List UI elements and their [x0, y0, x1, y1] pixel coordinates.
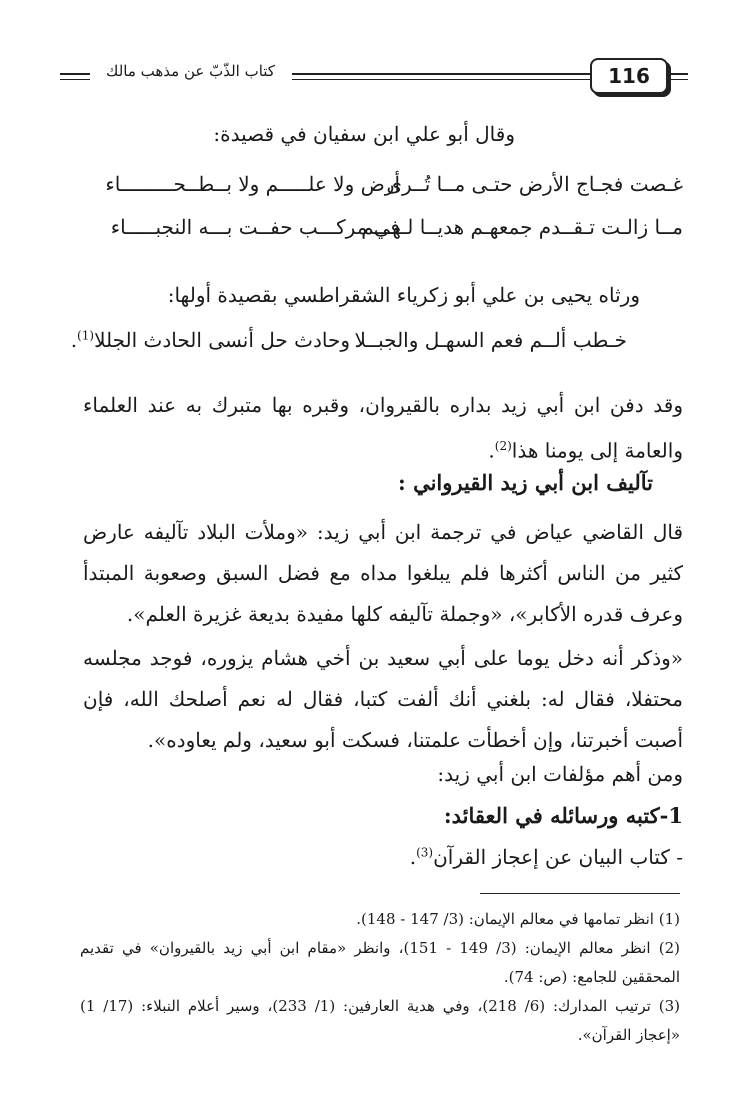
footnote-text: انظر تمامها في معالم الإيمان: (3/ 147 - 148). — [356, 910, 654, 928]
footnote-number: (1) — [658, 910, 680, 928]
footnote-text: انظر معالم الإيمان: (3/ 149 - 151)، وانظر «مقام ابن أبي زيد بالقيروان» في تقديم المحققين للجامع: (ص: 74). — [80, 939, 680, 986]
footnote-2 — [80, 934, 680, 992]
page-header — [60, 58, 680, 94]
header-rule-middle — [292, 73, 592, 80]
works-heading: 1-كتبه ورسائله في العقائد: — [443, 803, 683, 828]
story-paragraph: «وذكر أنه دخل يوما على أبي سعيد بن أخي هشام يزوره، فوجد مجلسه محتفلا، فقال له: بلغني أنك ألفت كتبا، فقال له نعم أصلحك الله، فإن أصبت أخبرتنا، وإن أخطأت علمتنا، فسكت أبو سعيد، ولم يعاوده». — [83, 646, 683, 752]
footnote-ref-3: (3) — [416, 845, 434, 860]
header-rule-left — [60, 73, 90, 80]
footnote-number: (3) — [658, 997, 680, 1015]
footnote-3 — [80, 992, 680, 1050]
footnote-number: (2) — [658, 939, 680, 957]
footnote-text: ترتيب المدارك: (6/ 218)، وفي هدية العارفين: (1/ 233)، وسير أعلام النبلاء: (17/ 1) «إعجاز القرآن». — [80, 997, 680, 1044]
intro-line-1: وقال أبو علي ابن سفيان في قصيدة: — [213, 122, 515, 146]
works-intro: ومن أهم مؤلفات ابن أبي زيد: — [437, 762, 683, 786]
header-rule-right — [668, 73, 688, 80]
footnote-ref-1: (1) — [77, 328, 95, 343]
verse-3-left: وحادث حل أنسى الحادث الجللا$^{(1)}$. — [70, 328, 350, 352]
burial-text: وقد دفن ابن أبي زيد بداره بالقيروان، وقبره بها متبرك به عند العلماء والعامة إلى يومنا هذا — [83, 393, 683, 463]
verse-1-left: أرض ولا علـــــم ولا بــطــحـــــــــاء — [105, 172, 400, 196]
footnotes — [80, 905, 680, 1050]
verse-3-left-text: وحادث حل أنسى الحادث الجللا — [94, 328, 350, 352]
intro-line-2: ورثاه يحيى بن علي أبو زكرياء الشقراطسي بقصيدة أولها: — [167, 283, 640, 307]
work-item-1-text: - كتاب البيان عن إعجاز القرآن — [433, 845, 683, 869]
iyad-paragraph: قال القاضي عياض في ترجمة ابن أبي زيد: «وملأت البلاد تآليفه عارض كثير من الناس أكثرها فلم يبلغوا مداه مع فضل السبق وصعوبة المبتدأ وعرف قدره الأكابر»، «وجملة تآليفه كلها مفيدة بديعة غزيرة العلم». — [83, 520, 683, 626]
verse-2-left: في مركـــب حفــت بـــه النجبـــــاء — [110, 215, 400, 239]
footnote-1 — [80, 905, 680, 934]
footnote-divider — [480, 893, 680, 894]
section-heading: تآليف ابن أبي زيد القيرواني : — [398, 470, 653, 495]
burial-paragraph: وقد دفن ابن أبي زيد بداره بالقيروان، وقبره بها متبرك به عند العلماء والعامة إلى يومنا هذا$^{(2)}$. — [83, 393, 683, 463]
running-title: كتاب الذّبّ عن مذهب مالك — [106, 62, 275, 80]
work-item-1: - كتاب البيان عن إعجاز القرآن$^{(3)}$. — [409, 845, 683, 869]
verse-1-right: غـصت فجـاج الأرض حتـى مــا تُــرى — [386, 172, 683, 196]
footnote-ref-2: (2) — [494, 439, 512, 453]
page-number: 116 — [590, 58, 668, 94]
verse-3-right: خـطب ألــم فعم السهـل والجبــلا — [354, 328, 627, 352]
verse-2-right: مــا زالـت تـقــدم جمعهـم هديــا لـهـــم — [361, 215, 683, 239]
